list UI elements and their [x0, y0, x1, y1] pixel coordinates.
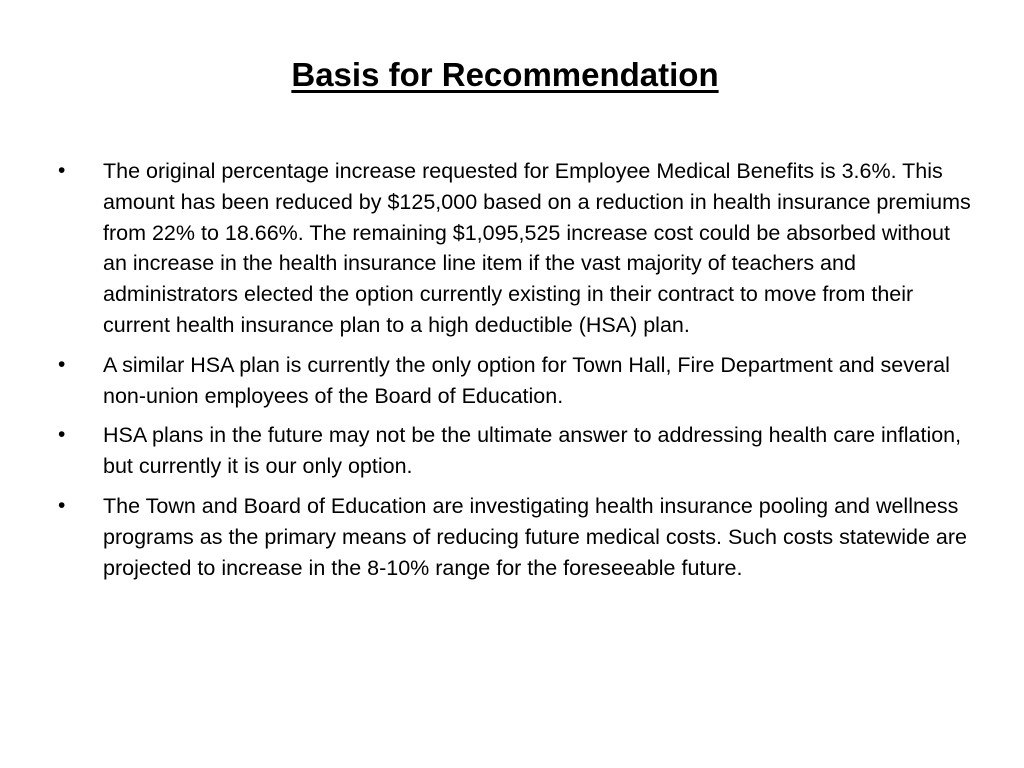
- bullet-list: [58, 156, 978, 592]
- bullet-item: [58, 491, 978, 583]
- bullet-icon: •: [58, 423, 66, 447]
- bullet-icon: •: [58, 493, 66, 517]
- bullet-text: The Town and Board of Education are investigating health insurance pooling and wellness programs as the primary means of reducing future medical costs. Such costs statewide are projected to increase in the 8-10% range for the foreseeable future.: [103, 493, 967, 580]
- bullet-item: [58, 350, 978, 412]
- bullet-text: HSA plans in the future may not be the ultimate answer to addressing health care inflation, but currently it is our only option.: [103, 423, 962, 479]
- bullet-icon: •: [58, 352, 66, 376]
- bullet-text: A similar HSA plan is currently the only option for Town Hall, Fire Department and several non-union employees of the Board of Education.: [103, 352, 950, 408]
- slide-title: Basis for Recommendation: [291, 56, 719, 93]
- bullet-item: [58, 156, 978, 341]
- bullet-item: [58, 420, 978, 482]
- bullet-text: The original percentage increase requested for Employee Medical Benefits is 3.6%. This amount has been reduced by $125,000 based on a reduction in health insurance premiums from 22% to 18.66%. The remaining $1,095,525 increase cost could be absorbed without an increase in the health insurance line item if the vast majority of teachers and administrators elected the option currently existing in their contract to move from their current health insurance plan to a high deductible (HSA) plan.: [103, 159, 971, 337]
- bullet-icon: •: [58, 159, 66, 182]
